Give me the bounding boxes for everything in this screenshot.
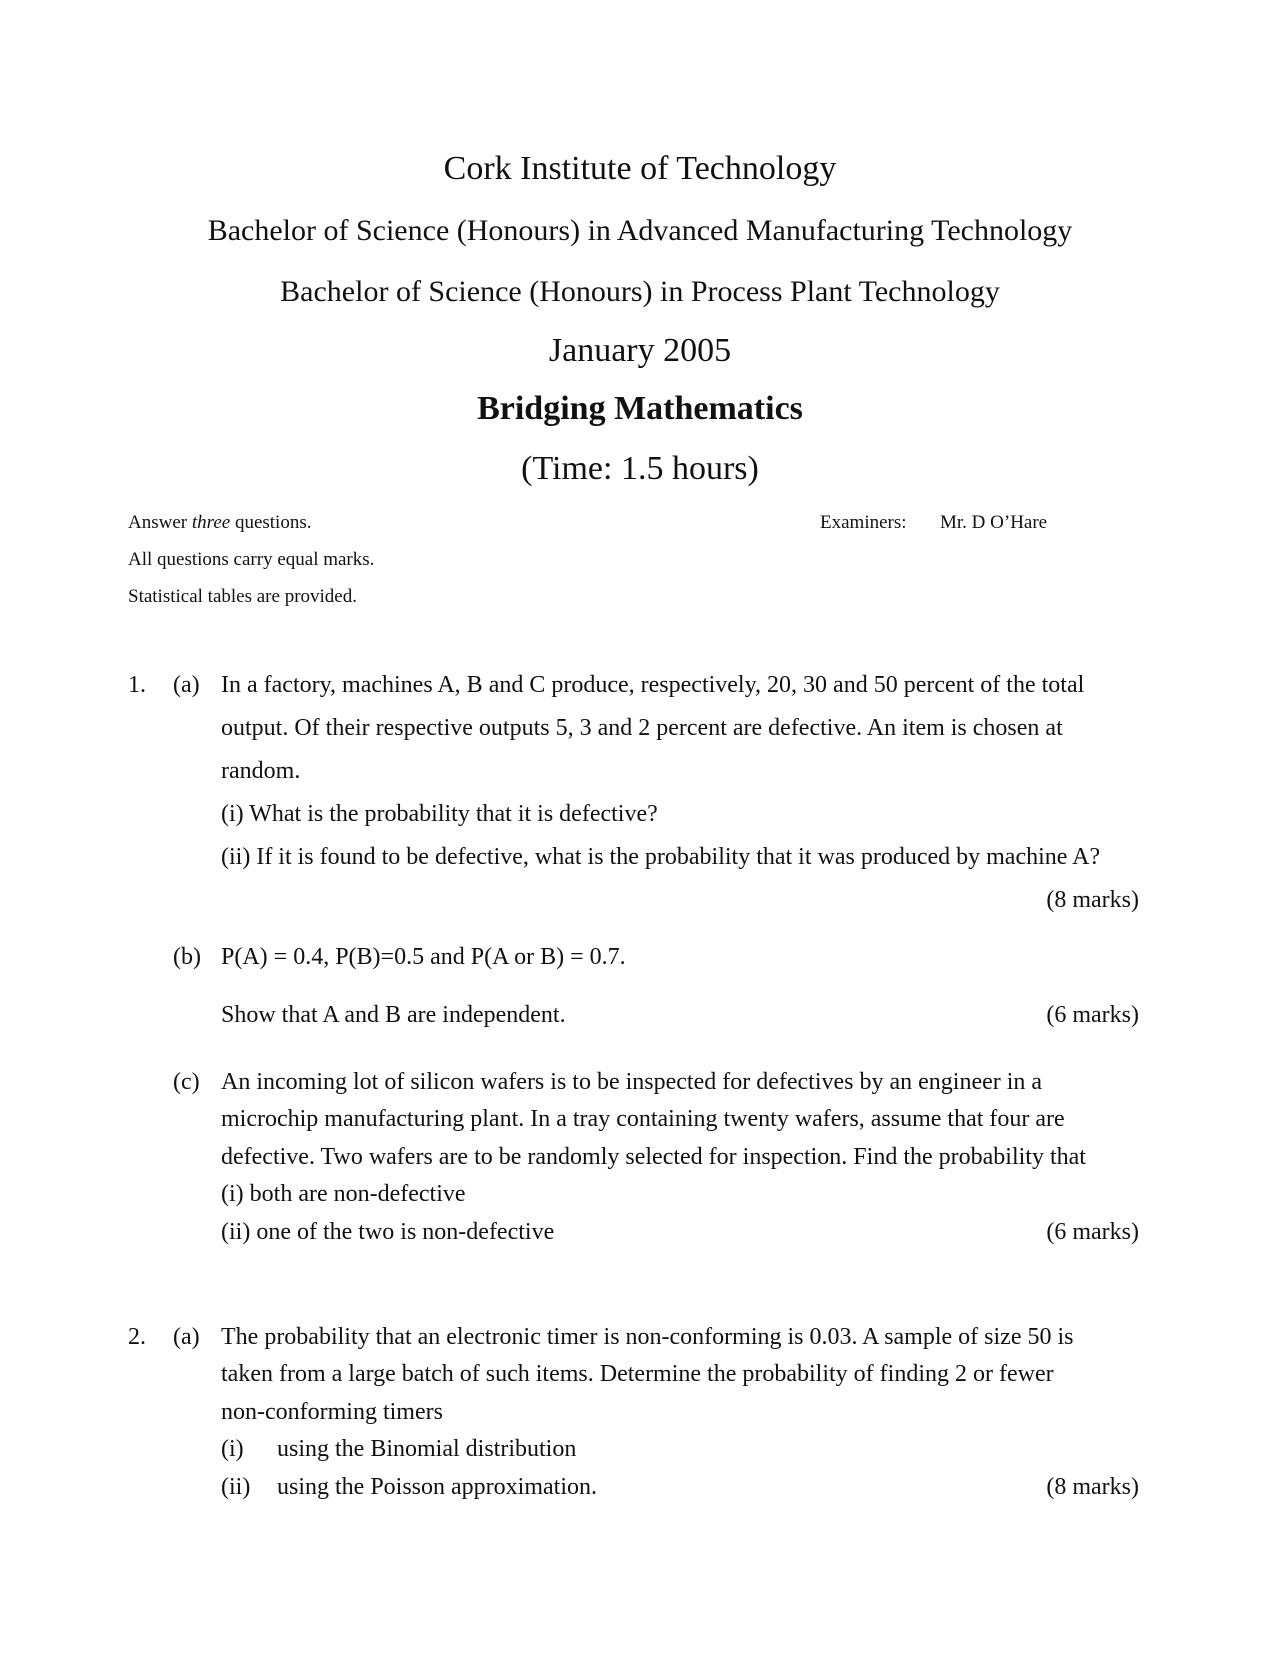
part-label: (a): [173, 1324, 200, 1350]
question-text: The probability that an electronic timer is non-conforming is 0.03. A sample of size 50 is: [221, 1324, 1074, 1350]
exam-date: January 2005: [548, 332, 732, 369]
instruction-answer-pre: Answer: [128, 512, 192, 533]
subject-title: Bridging Mathematics: [477, 390, 803, 427]
question-text: Show that A and B are independent.: [221, 1002, 566, 1028]
examiners-name: Mr. D O’Hare: [940, 512, 1048, 533]
marks-label: (6 marks): [1046, 1219, 1139, 1245]
question-text: microchip manufacturing plant. In a tray containing twenty wafers, assume that four are: [221, 1106, 1065, 1132]
question-text: output. Of their respective outputs 5, 3 and 2 percent are defective. An item is chosen at: [221, 715, 1063, 741]
question-text: An incoming lot of silicon wafers is to be inspected for defectives by an engineer in a: [221, 1069, 1043, 1095]
part-label: (b): [173, 944, 201, 970]
question-text: non-conforming timers: [221, 1399, 443, 1425]
question-text: random.: [221, 758, 301, 784]
marks-label: (8 marks): [1046, 1474, 1139, 1500]
sub-question-label: (ii): [221, 1474, 251, 1500]
part-label: (a): [173, 672, 200, 698]
question-text: P(A) = 0.4, P(B)=0.5 and P(A or B) = 0.7.: [221, 944, 626, 970]
instruction-equal-marks: All questions carry equal marks.: [128, 549, 375, 570]
question-text: In a factory, machines A, B and C produce, respectively, 20, 30 and 50 percent of the total: [221, 672, 1085, 698]
programme-title-2: Bachelor of Science (Honours) in Process Plant Technology: [280, 275, 1000, 308]
part-label: (c): [173, 1069, 200, 1095]
exam-duration: (Time: 1.5 hours): [521, 450, 759, 487]
programme-title-1: Bachelor of Science (Honours) in Advanced Manufacturing Technology: [207, 214, 1073, 247]
question-number: 2.: [128, 1324, 146, 1350]
sub-question: (i) both are non-defective: [221, 1181, 466, 1207]
examiners-label: Examiners:: [820, 512, 907, 533]
instruction-tables: Statistical tables are provided.: [128, 586, 357, 607]
institution-title: Cork Institute of Technology: [443, 150, 837, 187]
sub-question: (ii) If it is found to be defective, what is the probability that it was produced by machine A?: [221, 844, 1101, 870]
instruction-answer-em: three: [191, 512, 231, 533]
sub-question: (ii) one of the two is non-defective: [221, 1219, 555, 1245]
marks-label: (6 marks): [1046, 1002, 1139, 1028]
question-number: 1.: [128, 672, 146, 698]
question-text: defective. Two wafers are to be randomly selected for inspection. Find the probability that: [221, 1144, 1086, 1170]
instruction-answer-post: questions.: [230, 512, 312, 533]
marks-label: (8 marks): [1046, 887, 1139, 913]
instruction-answer: [128, 512, 311, 534]
sub-question: (i) What is the probability that it is defective?: [221, 801, 658, 827]
sub-question: using the Poisson approximation.: [277, 1474, 597, 1500]
sub-question-label: (i): [221, 1436, 244, 1462]
question-text: taken from a large batch of such items. Determine the probability of finding 2 or fewer: [221, 1361, 1054, 1387]
sub-question: using the Binomial distribution: [277, 1436, 577, 1462]
